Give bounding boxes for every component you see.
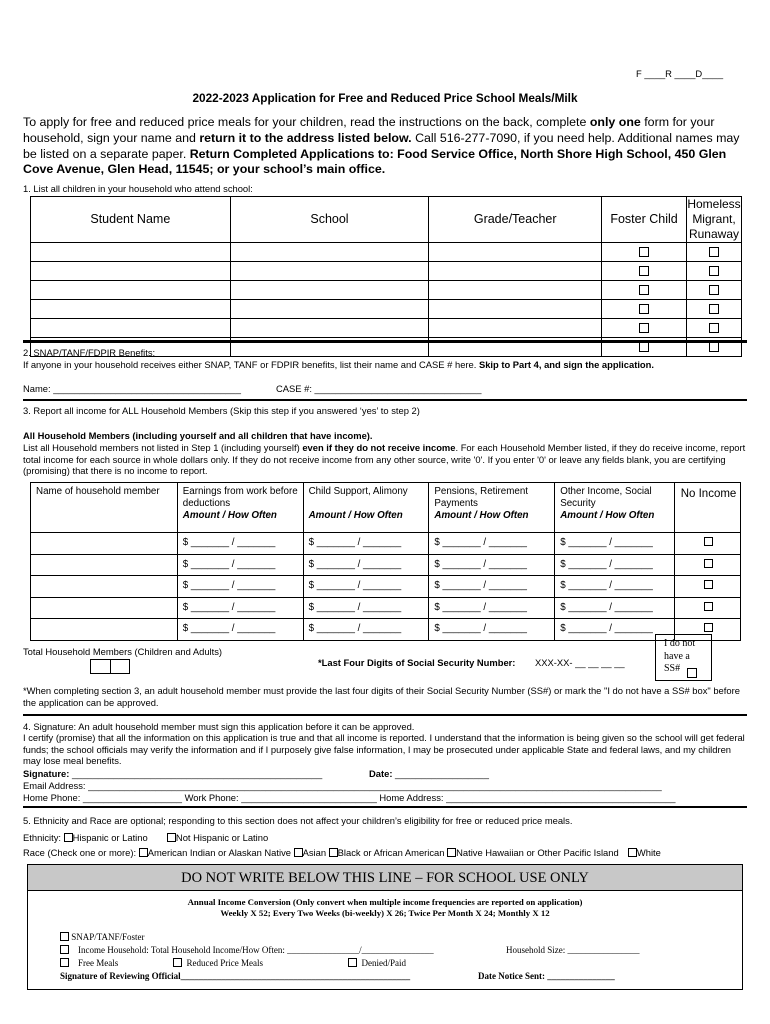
other-income-field[interactable]: $ _______ / _______	[555, 576, 675, 598]
determination-row: Free Meals Reduced Price Meals Denied/Paid	[60, 957, 740, 970]
pensions-field[interactable]: $ _______ / _______	[429, 576, 555, 598]
income-household-checkbox[interactable]	[60, 945, 69, 954]
step3-heading: 3. Report all income for ALL Household Members (Skip this step if you answered ‘yes’ to step 2)	[23, 405, 420, 416]
reviewing-row: Signature of Reviewing Official___________________________________________________ Date Notice Sent: _______________	[60, 971, 615, 981]
col-homeless: Homeless Migrant, Runaway	[687, 197, 741, 241]
child-support-field[interactable]: $ _______ / _______	[303, 597, 429, 619]
homeless-checkbox[interactable]	[709, 323, 719, 333]
free-meals-checkbox[interactable]	[60, 958, 69, 967]
child-support-field[interactable]: $ _______ / _______	[303, 619, 429, 641]
step3-instructions: List all Household members not listed in Step 1 (including yourself) even if they do not receive income. For each Household Member listed, if they do receive income, report total income for each source in whole dollars only. If they do not receive income from any other source, write '0'. If you enter '0' or leave any fields blank, you are certifying (promising) that there is no income to report.	[23, 442, 746, 477]
child-row	[31, 319, 742, 338]
total-members-field[interactable]	[90, 659, 130, 674]
children-table	[30, 196, 742, 357]
school-field[interactable]	[230, 300, 429, 319]
grade-teacher-field[interactable]	[429, 319, 602, 338]
member-name-field[interactable]	[31, 533, 178, 555]
page-title: 2022-2023 Application for Free and Reduced Price School Meals/Milk	[192, 91, 578, 105]
divider	[23, 399, 747, 401]
step1-heading: 1. List all children in your household who attend school:	[23, 183, 253, 194]
col-child-support: Child Support, Alimony Amount / How Often	[303, 483, 429, 533]
snap-name-field[interactable]: Name: ____________________________________	[23, 383, 241, 394]
ssn-label: *Last Four Digits of Social Security Number:	[318, 657, 516, 668]
earnings-field[interactable]: $ _______ / _______	[177, 533, 303, 555]
email-field[interactable]: Email Address: ______________________________________________________________________________________________________________	[23, 780, 662, 791]
school-field[interactable]	[230, 319, 429, 338]
homeless-checkbox[interactable]	[709, 342, 719, 352]
child-support-field[interactable]: $ _______ / _______	[303, 533, 429, 555]
reduced-meals-checkbox[interactable]	[173, 958, 182, 967]
step5-heading: 5. Ethnicity and Race are optional; responding to this section does not affect your children’s eligibility for free or reduced price meals.	[23, 815, 573, 826]
pensions-field[interactable]: $ _______ / _______	[429, 533, 555, 555]
homeless-checkbox[interactable]	[709, 247, 719, 257]
race-asian-checkbox[interactable]	[294, 848, 303, 857]
earnings-field[interactable]: $ _______ / _______	[177, 554, 303, 576]
office-code-line: F ____R ____D____	[636, 68, 724, 79]
student-name-field[interactable]	[31, 262, 231, 281]
grade-teacher-field[interactable]	[429, 262, 602, 281]
school-use-section	[27, 864, 743, 990]
divider	[23, 340, 747, 343]
student-name-field[interactable]	[31, 319, 231, 338]
col-household-member: Name of household member	[31, 483, 178, 533]
pensions-field[interactable]: $ _______ / _______	[429, 554, 555, 576]
no-income-checkbox[interactable]	[704, 602, 713, 611]
date-field[interactable]: Date: __________________	[369, 768, 489, 779]
other-income-field[interactable]: $ _______ / _______	[555, 554, 675, 576]
no-ssn-checkbox[interactable]	[687, 668, 697, 678]
member-name-field[interactable]	[31, 597, 178, 619]
student-name-field[interactable]	[31, 281, 231, 300]
no-ssn-box: I do not have a SS#	[655, 634, 712, 681]
col-grade-teacher: Grade/Teacher	[429, 197, 602, 243]
earnings-field[interactable]: $ _______ / _______	[177, 619, 303, 641]
col-no-income: No Income	[675, 483, 741, 533]
school-field[interactable]	[230, 281, 429, 300]
no-income-checkbox[interactable]	[704, 623, 713, 632]
certification-text: I certify (promise) that all the information on this application is true and that all income is reported. I understand that the information is being given so the school will get federal funds; the school officials may verify the information and if I purposely give false information, I may be prosecuted under applicable State and federal laws, and my children may lose meal benefits.	[23, 732, 745, 767]
other-income-field[interactable]: $ _______ / _______	[555, 597, 675, 619]
student-name-field[interactable]	[31, 243, 231, 262]
foster-child-checkbox[interactable]	[639, 304, 649, 314]
pensions-field[interactable]: $ _______ / _______	[429, 597, 555, 619]
grade-teacher-field[interactable]	[429, 300, 602, 319]
child-row	[31, 243, 742, 262]
foster-child-checkbox[interactable]	[639, 323, 649, 333]
earnings-field[interactable]: $ _______ / _______	[177, 597, 303, 619]
denied-checkbox[interactable]	[348, 958, 357, 967]
homeless-checkbox[interactable]	[709, 285, 719, 295]
no-income-checkbox[interactable]	[704, 559, 713, 568]
divider	[23, 806, 747, 808]
conversion-title: Annual Income Conversion (Only convert when multiple income frequencies are reported on application)	[187, 897, 583, 907]
step3-all-members: All Household Members (including yourself and all children that have income).	[23, 430, 373, 441]
snap-status-row: SNAP/TANF/Foster	[60, 931, 740, 944]
not-hispanic-checkbox[interactable]	[167, 833, 176, 842]
child-row	[31, 300, 742, 319]
race-row: Race (Check one or more): American Indian or Alaskan Native Asian Black or African American Native Hawaiian or Other Pacific Island White	[23, 847, 661, 858]
other-income-field[interactable]: $ _______ / _______	[555, 533, 675, 555]
member-name-field[interactable]	[31, 619, 178, 641]
income-row	[31, 576, 741, 598]
ssn-field[interactable]: XXX-XX- __ __ __ __	[535, 657, 625, 668]
col-foster-child: Foster Child	[602, 197, 687, 243]
ssn-note: *When completing section 3, an adult household member must provide the last four digits of their Social Security Number (SS#) or mark the "I do not have a SS# box" before the application can be approved.	[23, 685, 740, 708]
other-income-field[interactable]: $ _______ / _______	[555, 619, 675, 641]
intro-paragraph: To apply for free and reduced price meals for your children, read the instructions on the back, complete only one form for your household, sign your name and return it to the address listed below. Call 516-277-7090, if you need help. Additional names may be listed on a separate paper. Return Completed Applications to: Food Service Office, North Shore High School, 450 Glen Cove Avenue, Glen Head, 11545; or your school’s main office.	[23, 115, 740, 177]
member-name-field[interactable]	[31, 554, 178, 576]
income-household-row: Income Household: Total Household Income/How Often: ________________/________________ Household Size: ________________	[60, 944, 740, 957]
divider	[23, 714, 747, 716]
child-support-field[interactable]: $ _______ / _______	[303, 554, 429, 576]
race-black-checkbox[interactable]	[329, 848, 338, 857]
conversion-text: Weekly X 52; Every Two Weeks (bi-weekly) X 26; Twice Per Month X 24; Monthly X 12	[220, 908, 550, 918]
col-pensions: Pensions, Retirement Payments Amount / How Often	[429, 483, 555, 533]
school-field[interactable]	[230, 262, 429, 281]
step2-heading: 2. SNAP/TANF/FDPIR Benefits:	[23, 347, 156, 358]
step4-heading: 4. Signature: An adult household member must sign this application before it can be approved.	[23, 721, 415, 732]
student-name-field[interactable]	[31, 300, 231, 319]
member-name-field[interactable]	[31, 576, 178, 598]
step2-instructions: If anyone in your household receives either SNAP, TANF or FDPIR benefits, list their name and CASE # here. Skip to Part 4, and sign the application.	[23, 359, 654, 370]
snap-checkbox[interactable]	[60, 932, 69, 941]
grade-teacher-field[interactable]	[429, 243, 602, 262]
total-members-label: Total Household Members (Children and Adults)	[23, 646, 223, 657]
foster-child-checkbox[interactable]	[639, 266, 649, 276]
foster-child-checkbox[interactable]	[639, 285, 649, 295]
foster-child-checkbox[interactable]	[639, 247, 649, 257]
child-row	[31, 281, 742, 300]
col-school: School	[230, 197, 429, 243]
col-student-name: Student Name	[31, 197, 231, 243]
hispanic-checkbox[interactable]	[64, 833, 73, 842]
col-other-income: Other Income, Social Security Amount / How Often	[555, 483, 675, 533]
ethnicity-row: Ethnicity: Hispanic or Latino Not Hispanic or Latino	[23, 832, 269, 843]
school-use-banner: DO NOT WRITE BELOW THIS LINE – FOR SCHOOL USE ONLY	[28, 865, 742, 891]
race-pacific-islander-checkbox[interactable]	[447, 848, 456, 857]
child-support-field[interactable]: $ _______ / _______	[303, 576, 429, 598]
col-earnings: Earnings from work before deductions Amount / How Often	[177, 483, 303, 533]
foster-child-checkbox[interactable]	[639, 342, 649, 352]
pensions-field[interactable]: $ _______ / _______	[429, 619, 555, 641]
no-income-checkbox[interactable]	[704, 580, 713, 589]
homeless-checkbox[interactable]	[709, 304, 719, 314]
no-income-checkbox[interactable]	[704, 537, 713, 546]
income-row	[31, 554, 741, 576]
income-row	[31, 597, 741, 619]
school-field[interactable]	[230, 243, 429, 262]
earnings-field[interactable]: $ _______ / _______	[177, 576, 303, 598]
child-row	[31, 262, 742, 281]
income-table	[30, 482, 741, 641]
income-row	[31, 533, 741, 555]
phone-address-field[interactable]: Home Phone: ___________________ Work Phone: __________________________ Home Address: ____________________________________________	[23, 792, 676, 803]
income-row	[31, 619, 741, 641]
snap-case-field[interactable]: CASE #: ________________________________	[276, 383, 482, 394]
grade-teacher-field[interactable]	[429, 281, 602, 300]
race-white-checkbox[interactable]	[628, 848, 637, 857]
race-american-indian-checkbox[interactable]	[139, 848, 148, 857]
homeless-checkbox[interactable]	[709, 266, 719, 276]
signature-field[interactable]: Signature: ________________________________________________	[23, 768, 323, 779]
